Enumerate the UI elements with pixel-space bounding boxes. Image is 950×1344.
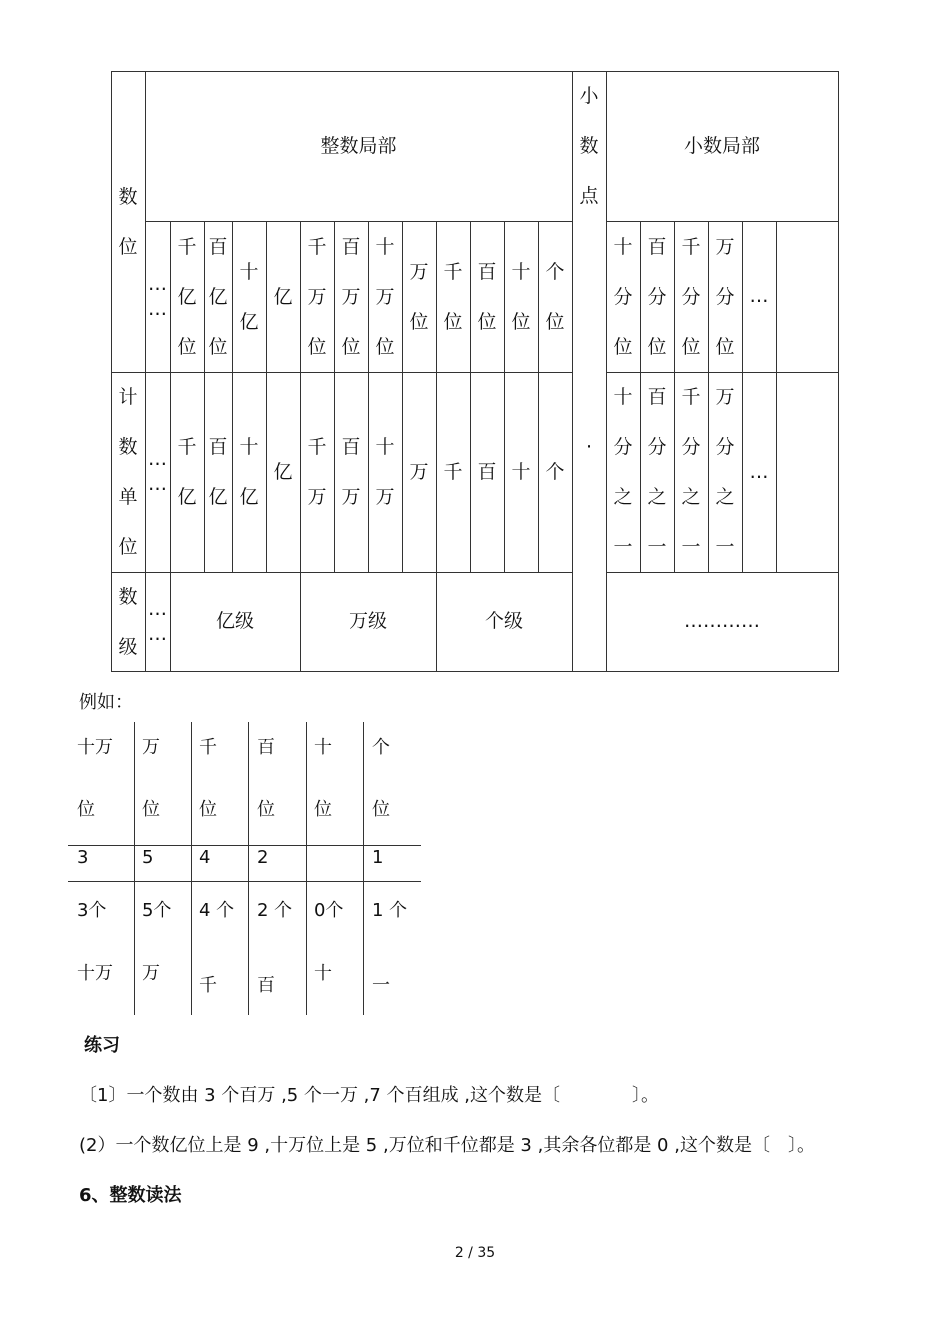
unit-cell: 千 亿: [177, 436, 197, 508]
decimal-unit-cell: 百 分 之 一: [647, 386, 667, 558]
digit-cell: 千 亿 位: [177, 235, 197, 358]
integer-part-header: 整数局部: [320, 134, 397, 157]
digit-cell: 百 亿 位: [208, 235, 228, 358]
header-cell: 十万 位: [77, 737, 113, 820]
meaning-count: 5个: [142, 900, 172, 921]
header-cell: 个 位: [372, 737, 390, 820]
class-cell-yi: 亿级: [215, 610, 254, 632]
table-line: [68, 881, 421, 882]
meaning-count: 0个: [314, 900, 344, 921]
table-line: [363, 722, 364, 1015]
header-cell: 百 位: [257, 737, 275, 820]
table-line: [776, 221, 777, 572]
unit-cell: 个: [545, 461, 565, 483]
meaning-unit: 千: [199, 975, 217, 996]
class-cell-decimal: …………: [684, 610, 760, 632]
digit-cell: 亿: [273, 285, 293, 308]
digit-cell: 千 位: [443, 260, 463, 333]
row-label-digit: 数 位: [118, 185, 138, 258]
digit-value: 3: [77, 847, 89, 868]
class-cell-wan: 万级: [348, 610, 387, 632]
class-cell-ge: 个级: [484, 610, 523, 632]
row-label-unit: 计 数 单 位: [118, 386, 138, 558]
table-line: [248, 722, 249, 1015]
digit-cell: 个 位: [545, 260, 565, 333]
ellipsis-cell: … …: [148, 448, 167, 495]
meaning-unit: 一: [372, 975, 390, 996]
decimal-digit-cell: 万 分 位: [715, 235, 735, 358]
unit-cell: 百 亿: [208, 436, 228, 508]
decimal-digit-cell: 千 分 位: [681, 235, 701, 358]
practice-question-2: (2）一个数亿位上是 9 ,十万位上是 5 ,万位和千位都是 3 ,其余各位都是 0 ,这个数是〔 〕。: [79, 1135, 815, 1156]
header-cell: 十 位: [314, 737, 332, 820]
decimal-point-header: 小 数 点: [579, 85, 599, 207]
ellipsis-cell: … …: [148, 597, 167, 645]
decimal-ellipsis: …: [749, 460, 769, 483]
digit-cell: 百 万 位: [341, 235, 361, 358]
ellipsis-cell: … …: [148, 272, 167, 320]
table-line: [68, 845, 421, 846]
practice-question-1: 〔1〕一个数由 3 个百万 ,5 个一万 ,7 个百组成 ,这个数是〔 〕。: [79, 1085, 660, 1106]
digit-value: 2: [257, 847, 269, 868]
table-line: [191, 722, 192, 1015]
digit-cell: 百 位: [477, 260, 497, 333]
meaning-unit: 万: [142, 963, 160, 984]
meaning-unit: 十万: [77, 963, 113, 984]
decimal-unit-cell: 十 分 之 一: [613, 386, 633, 558]
decimal-part-header: 小数局部: [683, 134, 760, 157]
table-border: [111, 671, 838, 672]
decimal-digit-cell: 百 分 位: [647, 235, 667, 358]
decimal-ellipsis: …: [749, 285, 769, 307]
table-line: [134, 722, 135, 1015]
digit-cell: 十 万 位: [375, 235, 395, 358]
digit-cell: 十 位: [511, 260, 531, 333]
decimal-digit-cell: 十 分 位: [613, 235, 633, 358]
unit-cell: 百: [477, 461, 497, 483]
unit-cell: 千: [443, 461, 463, 483]
unit-cell: 十 亿: [239, 436, 259, 508]
decimal-point-mark: ·: [585, 435, 593, 458]
header-cell: 千 位: [199, 737, 217, 820]
meaning-unit: 十: [314, 963, 332, 984]
meaning-count: 4 个: [199, 900, 235, 921]
unit-cell: 千 万: [307, 436, 327, 508]
page-number: 2 / 35: [454, 1245, 496, 1261]
unit-cell: 万: [409, 461, 429, 483]
decimal-unit-cell: 千 分 之 一: [681, 386, 701, 558]
meaning-count: 1 个: [372, 900, 408, 921]
digit-cell: 千 万 位: [307, 235, 327, 358]
unit-cell: 百 万: [341, 436, 361, 508]
unit-cell: 十 万: [375, 436, 395, 508]
table-border: [838, 71, 839, 672]
header-cell: 万 位: [142, 737, 160, 820]
unit-cell: 亿: [273, 461, 293, 483]
section-heading: 6、整数读法: [79, 1185, 182, 1206]
unit-cell: 十: [511, 461, 531, 483]
digit-value: 4: [199, 847, 211, 868]
digit-cell: 十 亿: [239, 260, 259, 333]
practice-title: 练习: [84, 1035, 120, 1056]
meaning-count: 2 个: [257, 900, 293, 921]
meaning-unit: 百: [257, 975, 275, 996]
decimal-unit-cell: 万 分 之 一: [715, 386, 735, 558]
row-label-class: 数 级: [118, 585, 138, 658]
digit-value: 1: [372, 847, 384, 868]
example-label: 例如：: [79, 692, 133, 713]
table-line: [306, 722, 307, 1015]
digit-value: 5: [142, 847, 154, 868]
digit-cell: 万 位: [409, 260, 429, 333]
meaning-count: 3个: [77, 900, 107, 921]
